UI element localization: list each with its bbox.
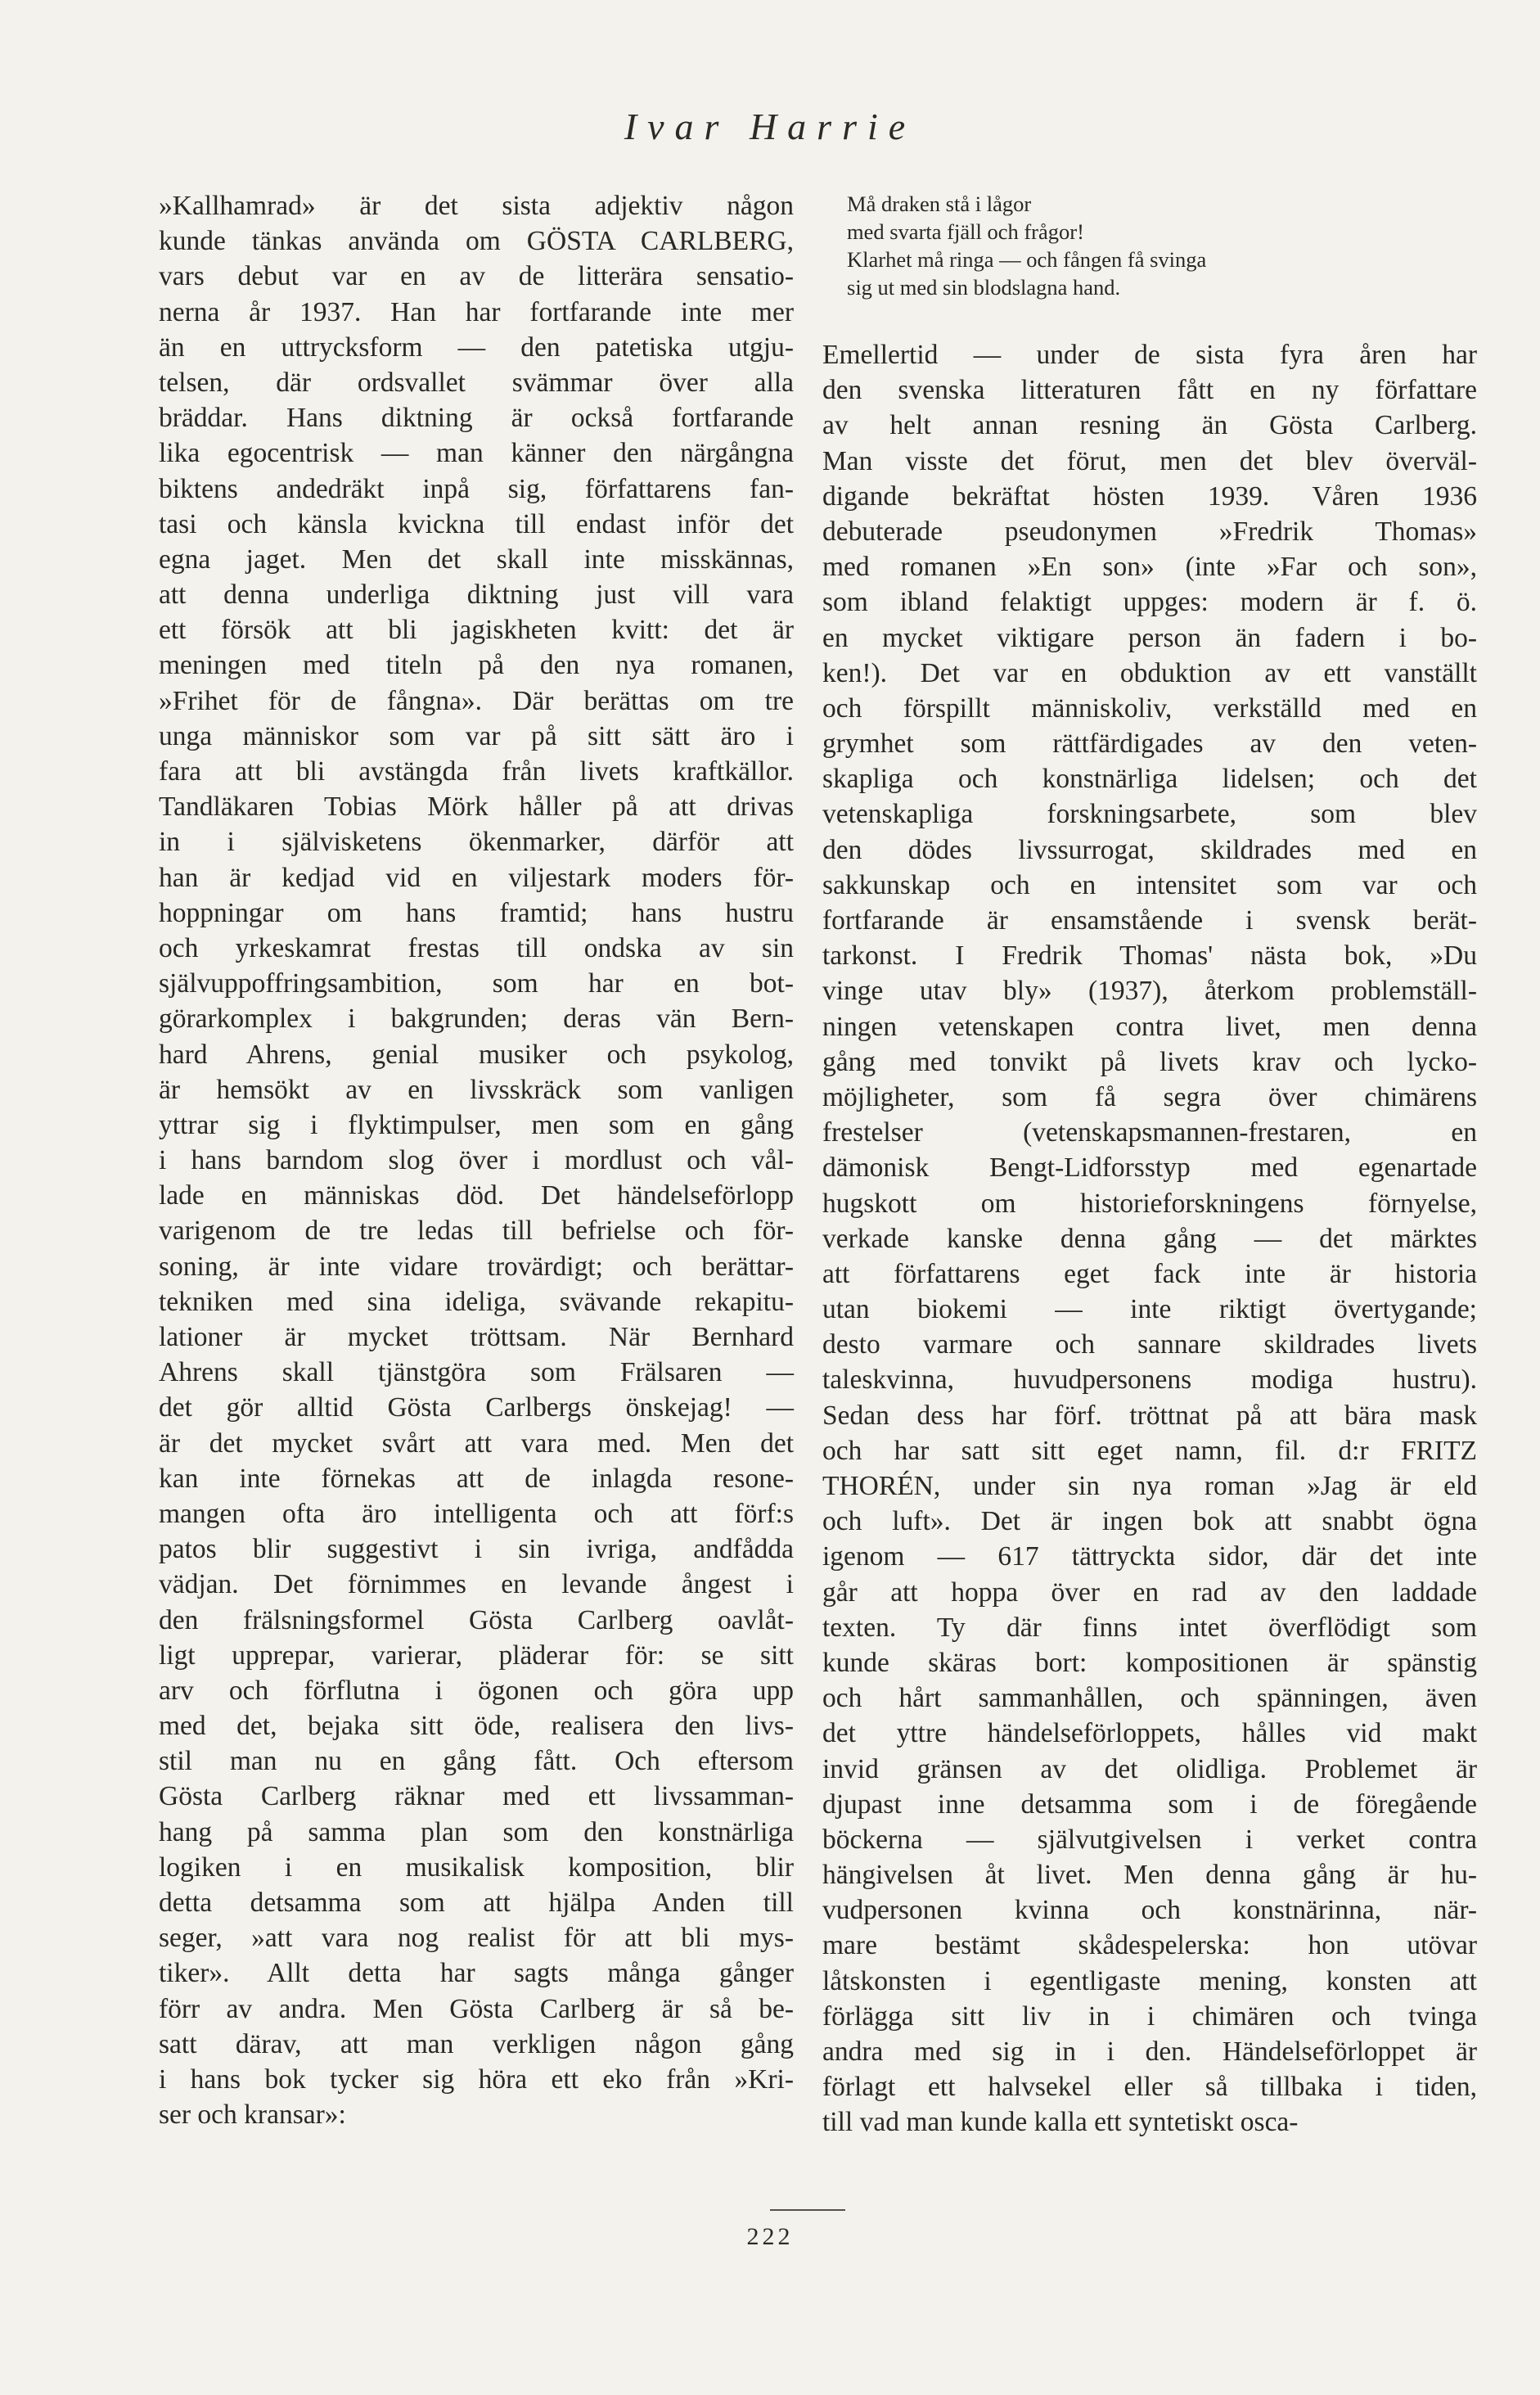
text-line: Ahrens skall tjänstgöra som Frälsaren — [159, 1357, 794, 1388]
text-line: yttrar sig i flyktimpulser, men som en gång [159, 1109, 794, 1140]
text-line: dämonisk Bengt-Lidforsstyp med egenartade [822, 1152, 1477, 1184]
text-line: och luft». Det är ingen bok att snabbt ögna [822, 1506, 1477, 1537]
text-line: än en uttrycksform — den patetiska utgju- [159, 332, 794, 363]
text-line: patos blir suggestivt i sin ivriga, andfådda [159, 1534, 794, 1565]
text-line: vudpersonen kvinna och konstnärinna, när- [822, 1895, 1477, 1926]
text-line: i hans bok tycker sig höra ett eko från »Kri- [159, 2063, 794, 2095]
text-line: Gösta Carlberg räknar med ett livssamman- [159, 1781, 794, 1812]
text-line: lika egocentrisk — man känner den närgångna [159, 438, 794, 469]
text-line: tarkonst. I Fredrik Thomas' nästa bok, »Du [822, 940, 1477, 972]
text-line: att denna underliga diktning just vill vara [159, 580, 794, 611]
text-line: in i självisketens ökenmarker, därför att [159, 827, 794, 858]
text-line: texten. Ty där finns intet överflödigt som [822, 1612, 1477, 1643]
text-line: seger, »att vara nog realist för att bli mys- [159, 1923, 794, 1954]
text-line: går att hoppa över en rad av den laddade [822, 1576, 1477, 1608]
text-line: varigenom de tre ledas till befrielse och för- [159, 1216, 794, 1247]
text-line: arv och förflutna i ögonen och göra upp [159, 1675, 794, 1706]
text-line: desto varmare och sannare skildrades livets [822, 1329, 1477, 1360]
text-line: i hans barndom slog över i mordlust och vål- [159, 1145, 794, 1176]
running-head: Ivar Harrie [624, 106, 916, 147]
text-line: biktens andedräkt inpå sig, författarens fan- [159, 473, 794, 504]
text-line: till vad man kunde kalla ett syntetiskt osca- [822, 2107, 1299, 2138]
text-line: ett försök att bli jagiskheten kvitt: det är [159, 615, 794, 646]
text-line: grymhet som rättfärdigades av den veten- [822, 728, 1477, 760]
text-line: kunde tänkas använda om GÖSTA CARLBERG, [159, 226, 794, 257]
text-line: stil man nu en gång fått. Och eftersom [159, 1746, 794, 1777]
text-line: är hemsökt av en livsskräck som vanligen [159, 1074, 794, 1105]
text-line: tiker». Allt detta har sagts många gånger [159, 1958, 794, 1989]
text-line: telsen, där ordsvallet svämmar över alla [159, 367, 794, 398]
text-line: taleskvinna, huvudpersonens modiga hustru). [822, 1364, 1477, 1396]
text-line: kan inte förnekas att de inlagda resone- [159, 1463, 794, 1494]
text-line: förlägga sitt liv in i chimären och tvinga [822, 2000, 1477, 2032]
text-line: »Frihet för de fångna». Där berättas om tre [159, 685, 794, 716]
text-line: och hårt sammanhållen, och spänningen, även [822, 1683, 1477, 1714]
text-line: det yttre händelseförloppets, hålles vid makt [822, 1718, 1477, 1749]
text-line: den svenska litteraturen fått en ny författare [822, 375, 1477, 406]
text-line: självuppoffringsambition, som har en bot- [159, 968, 794, 999]
text-line: och har satt sitt eget namn, fil. d:r FRITZ [822, 1435, 1477, 1466]
text-line: ser och kransar»: [159, 2100, 346, 2131]
text-line: egna jaget. Men det skall inte misskännas, [159, 543, 794, 575]
text-line: ningen vetenskapen contra livet, men denna [822, 1011, 1477, 1042]
text-line: hang på samma plan som den konstnärliga [159, 1816, 794, 1847]
text-line: tekniken med sina ideliga, svävande rekapitu- [159, 1286, 794, 1317]
text-line: igenom — 617 tättryckta sidor, där det inte [822, 1541, 1477, 1572]
text-line: logiken i en musikalisk komposition, blir [159, 1852, 794, 1883]
text-line: med romanen »En son» (inte »Far och son», [822, 552, 1477, 583]
text-line: det gör alltid Gösta Carlbergs önskejag! — [159, 1392, 794, 1423]
text-line: detta detsamma som att hjälpa Anden till [159, 1888, 794, 1918]
right-column [822, 188, 1477, 2140]
right-column-text [822, 337, 1477, 2140]
text-line: att författarens eget fack inte är historia [822, 1258, 1477, 1289]
text-line: djupast inne detsamma som i de föregående [822, 1788, 1477, 1820]
text-line: är det mycket svårt att vara med. Men det [159, 1428, 794, 1459]
text-line: satt därav, att man verkligen någon gång [159, 2028, 794, 2059]
text-line: låtskonsten i egentligaste mening, konsten att [822, 1965, 1477, 1996]
text-line: mangen ofta äro intelligenta och att förf:s [159, 1498, 794, 1529]
text-line: görarkomplex i bakgrunden; deras vän Bern- [159, 1004, 794, 1035]
text-line: sakkunskap och en intensitet som var och [822, 869, 1477, 900]
text-line: lationer är mycket tröttsam. När Bernhard [159, 1322, 794, 1352]
text-line: utan biokemi — inte riktigt övertygande; [822, 1294, 1477, 1325]
text-line: av helt annan resning än Gösta Carlberg. [822, 410, 1477, 441]
text-line: med det, bejaka sitt öde, realisera den livs- [159, 1711, 794, 1742]
text-line: den dödes livssurrogat, skildrades med en [822, 834, 1477, 865]
text-line: den frälsningsformel Gösta Carlberg oavlåt- [159, 1604, 794, 1635]
text-line: hugskott om historieforskningens förnyelse, [822, 1188, 1477, 1219]
text-line: vars debut var en av de litterära sensatio- [159, 261, 794, 292]
text-line: möjligheter, som få segra över chimärens [822, 1081, 1477, 1112]
text-line: debuterade pseudonymen »Fredrik Thomas» [822, 516, 1477, 547]
text-line: meningen med titeln på den nya romanen, [159, 650, 794, 681]
text-line: lade en människas död. Det händelseförlopp [159, 1180, 794, 1211]
text-line: Man visste det förut, men det blev överväl- [822, 445, 1477, 476]
text-line: digande bekräftat hösten 1939. Våren 1936 [822, 480, 1477, 512]
text-line: invid gränsen av det olidliga. Problemet är [822, 1753, 1477, 1784]
text-line: skapliga och konstnärliga lidelsen; och det [822, 764, 1477, 795]
page-number-rule [770, 2209, 845, 2211]
verse-line: med svarta fjäll och frågor! [847, 219, 1084, 244]
text-line: fara att bli avstängda från livets kraftkällor. [159, 756, 794, 787]
text-line: nerna år 1937. Han har fortfarande inte mer [159, 296, 794, 327]
text-line: Tandläkaren Tobias Mörk håller på att drivas [159, 792, 794, 823]
text-line: hoppningar om hans framtid; hans hustru [159, 897, 794, 928]
text-line: frestelser (vetenskapsmannen-frestaren, en [822, 1117, 1477, 1148]
text-line: och förspillt människoliv, verkställd med en [822, 692, 1477, 724]
text-line: mare bestämt skådespelerska: hon utövar [822, 1930, 1477, 1961]
text-line: bräddar. Hans diktning är också fortfarande [159, 403, 794, 434]
text-line: unga människor som var på sitt sätt äro i [159, 720, 794, 751]
text-line: förlagt ett halvsekel eller så tillbaka i tiden, [822, 2072, 1477, 2103]
text-line: vetenskapliga forskningsarbete, som blev [822, 799, 1477, 830]
text-line: verkade kanske denna gång — det märktes [822, 1223, 1477, 1254]
verse-line: Klarhet må ringa — och fången få svinga [847, 247, 1207, 272]
text-line: THORÉN, under sin nya roman »Jag är eld [822, 1471, 1477, 1501]
left-column [159, 188, 794, 2132]
text-line: ken!). Det var en obduktion av ett vanställt [822, 657, 1477, 688]
text-line: soning, är inte vidare trovärdigt; och berättar- [159, 1251, 794, 1282]
text-line: gång med tonvikt på livets krav och lycko- [822, 1046, 1477, 1077]
text-line: förr av andra. Men Gösta Carlberg är så be- [159, 1993, 794, 2024]
page-number: 222 [746, 2223, 794, 2250]
text-line: fortfarande är ensamstående i svensk berät- [822, 905, 1477, 936]
text-line: andra med sig in i den. Händelseförloppet är [822, 2036, 1477, 2067]
text-line: böckerna — självutgivelsen i verket contra [822, 1824, 1477, 1855]
text-line: hängivelsen åt livet. Men denna gång är hu- [822, 1860, 1477, 1891]
text-line: Emellertid — under de sista fyra åren har [822, 340, 1477, 370]
text-line: vinge utav bly» (1937), återkom problemställ- [822, 976, 1477, 1007]
verse-line: Må draken stå i lågor [847, 192, 1032, 216]
text-line: ligt upprepar, varierar, pläderar för: se sitt [159, 1640, 794, 1671]
verse-line: sig ut med sin blodslagna hand. [847, 275, 1121, 300]
text-line: hard Ahrens, genial musiker och psykolog, [159, 1039, 794, 1070]
text-line: »Kallhamrad» är det sista adjektiv någon [159, 191, 794, 221]
text-line: Sedan dess har förf. tröttnat på att bära mask [822, 1400, 1477, 1431]
verse-quotation [822, 190, 1477, 301]
text-line: han är kedjad vid en viljestark moders för- [159, 862, 794, 893]
text-line: en mycket viktigare person än fadern i bo- [822, 622, 1477, 653]
text-line: och yrkeskamrat frestas till ondska av sin [159, 932, 794, 963]
text-line: tasi och känsla kvickna till endast inför det [159, 508, 794, 539]
text-line: kunde skäras bort: kompositionen är spänstig [822, 1647, 1477, 1678]
text-line: som ibland felaktigt uppges: modern är f. ö. [822, 587, 1477, 618]
text-line: vädjan. Det förnimmes en levande ångest i [159, 1569, 794, 1600]
